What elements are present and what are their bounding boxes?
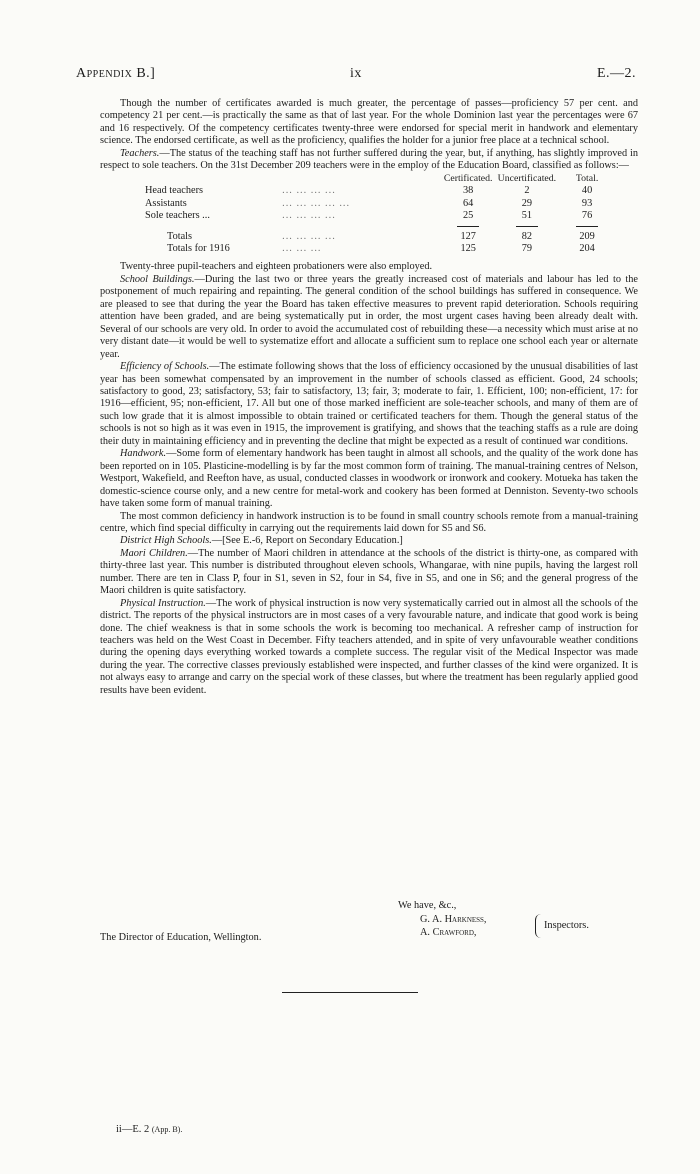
cell-uncertificated: 29 bbox=[521, 197, 533, 209]
table-row bbox=[145, 185, 615, 197]
leader-dots: ... ... ... ... bbox=[282, 210, 336, 222]
row-label: Totals for 1916 bbox=[167, 242, 230, 254]
header-page-number: ix bbox=[350, 66, 362, 81]
heading-teachers: Teachers. bbox=[120, 147, 160, 159]
text-teachers: —The status of the teaching staff has not further suffered during the year, but, if anything, has slightly improved in respect to sole teachers. On the 31st December 209 teachers were in the employ of the Education Board, classified as follows:— bbox=[100, 147, 638, 172]
col-uncertificated: Uncertificated. bbox=[497, 172, 557, 184]
cell-uncertificated: 2 bbox=[524, 185, 530, 197]
col-total: Total. bbox=[575, 172, 599, 184]
paragraph-certificates: Though the number of certificates awarded is much greater, the percentage of passes—proficiency 57 per cent. and competency 21 per cent.—is practically the same as that of last year. For the whole Dominion last year the percentages were 67 and 16 respectively. Of the competency certificates twenty-three were endorsed for special merit in handwork and elementary science. The endorsed certificate, as well as the proficiency, qualifies the holder for a junior free place at a technical school. bbox=[100, 98, 638, 147]
signatory-name: G. A. Harkness, bbox=[420, 914, 487, 925]
heading-district-high-schools: District High Schools. bbox=[120, 535, 212, 547]
cell-total: 40 bbox=[581, 185, 593, 197]
signature-block bbox=[0, 900, 700, 960]
col-certificated: Certificated. bbox=[443, 172, 493, 184]
text-efficiency: —The estimate following shows that the loss of efficiency occasioned by the unusual disabilities of last year has been somewhat compensated by an improvement in the number of schools classed as efficient. Good, 24 schools; satisfactory to good, 23; satisfactory, 53; fair to satisfactory, 13; fair, 3; moderate to fair, 1. Efficient, 100; non-efficient, 17: for 1916—efficient, 95; non-efficient, 17. All but one of those marked inefficient are sole-teacher schools, and many of them are of such low grade that it is almost impossible to obtain trained or certificated teachers for them. Though the general status of the schools is not so high as it was even in 1915, the improvement is gratifying, and shows that the teaching staffs as a rule are doing their duty in maintaining efficiency and in preventing the decline that might be expected as a result of continued war conditions. bbox=[100, 361, 638, 447]
signatory-name: A. Crawford, bbox=[420, 927, 477, 938]
table-totals-row bbox=[145, 231, 615, 243]
footer-signature-mark: ii—E. 2 bbox=[116, 1124, 150, 1135]
text-handwork: —Some form of elementary handwork has been taught in almost all schools, and the quality of the work done has been reported on in 105. Plasticine-modelling is by far the most common form of training. The manual-training centres of Nelson, Westport, Wakefield, and Reefton have, as usual, conducted classes in woodwork or ironwork and cookery. Motueka has taken the domestic-science course only, and a new centre for metal-work and cookery has been formed at Denniston. Seventy-two schools have taken some form of manual training. bbox=[100, 448, 638, 510]
report-body bbox=[100, 98, 638, 697]
brace-icon bbox=[535, 914, 542, 938]
cell-uncertificated: 82 bbox=[521, 230, 533, 242]
text-school-buildings: —During the last two or three years the greatly increased cost of materials and labour has led to the postponement of much repairing and repainting. The general condition of the school buildings has suffered in consequence. We are pleased to see that during the year the Board has taken effective measures to prevent rapid deterioration. Schools requiring attention have been graded, and are being systematically put in order, the most urgent cases having been already dealt with. Several of our schools are very old. In order to avoid the accumulated cost of rebuilding these—a necessity which must arise at no very distant date—it would be well to systematize effort and allocate a sufficient sum to replace one school each year or alternate year. bbox=[100, 273, 638, 360]
table-row bbox=[145, 210, 615, 222]
leader-dots: ... ... ... ... ... bbox=[282, 197, 351, 209]
cell-uncertificated: 79 bbox=[521, 242, 533, 254]
leader-dots: ... ... ... bbox=[282, 242, 322, 254]
heading-handwork: Handwork. bbox=[120, 448, 167, 460]
paragraph-teachers bbox=[100, 148, 638, 173]
paragraph-handwork-deficiency: The most common deficiency in handwork instruction is to be found in small country schools remote from a manual-training centre, which find special difficulty in carrying out the requirements laid down for S5 and S6. bbox=[100, 510, 638, 534]
cell-certificated: 38 bbox=[463, 185, 474, 197]
signature-closing: We have, &c., bbox=[398, 900, 457, 911]
paragraph-district-high-schools bbox=[100, 535, 638, 547]
paragraph-physical-instruction bbox=[100, 598, 638, 698]
heading-school-buildings: School Buildings. bbox=[120, 273, 195, 285]
sum-rule bbox=[516, 226, 538, 227]
cell-certificated: 127 bbox=[460, 230, 476, 242]
paragraph-school-buildings bbox=[100, 274, 638, 361]
header-appendix: Appendix B.] bbox=[76, 66, 156, 81]
paragraph-efficiency bbox=[100, 361, 638, 448]
heading-physical-instruction: Physical Instruction. bbox=[120, 597, 206, 609]
paragraph-maori-children bbox=[100, 548, 638, 598]
sum-rule bbox=[457, 226, 479, 227]
cell-total: 209 bbox=[579, 230, 595, 242]
sum-rule bbox=[576, 226, 598, 227]
heading-maori-children: Maori Children. bbox=[120, 547, 188, 559]
heading-efficiency: Efficiency of Schools. bbox=[120, 361, 210, 373]
page-footer bbox=[116, 1124, 182, 1135]
table-row bbox=[145, 198, 615, 210]
addressee: The Director of Education, Wellington. bbox=[100, 932, 262, 943]
table-sum-rule bbox=[145, 223, 615, 231]
teachers-table bbox=[145, 173, 615, 262]
leader-dots: ... ... ... ... bbox=[282, 185, 336, 197]
cell-total: 93 bbox=[581, 197, 593, 209]
header-document-code: E.—2. bbox=[596, 66, 636, 81]
leader-dots: ... ... ... ... bbox=[282, 230, 336, 242]
text-district-high-schools: —[See E.-6, Report on Secondary Education.] bbox=[211, 535, 403, 547]
cell-uncertificated: 51 bbox=[521, 210, 533, 222]
table-totals-1916-row bbox=[145, 243, 615, 255]
paragraph-handwork bbox=[100, 448, 638, 510]
cell-total: 204 bbox=[579, 242, 595, 254]
row-label: Sole teachers ... bbox=[145, 210, 210, 222]
cell-certificated: 25 bbox=[463, 210, 474, 222]
text-physical-instruction: —The work of physical instruction is now very systematically carried out in almost all the schools of the district. The reports of the physical instructors are in most cases of a very favourable nature, and indicate that good work is being done. The chief weakness is that in some schools the work is becoming too mechanical. A refresher camp of instruction for teachers was held on the West Coast in December. Fifty teachers attended, and in spite of very unfavourable weather conditions during the opening days everything worked towards a complete success. The regular visit of the Medical Inspector was made during the year. The corrective classes previously established were inspected, and further classes of the kind were organized. It is not always easy to arrange and carry on the special work of these classes, but where the treatment has been regularly applied good results have been evident. bbox=[100, 597, 639, 696]
row-label: Assistants bbox=[145, 197, 187, 209]
table-header-row bbox=[145, 173, 615, 185]
cell-certificated: 64 bbox=[463, 197, 474, 209]
row-label: Totals bbox=[167, 230, 193, 242]
footer-appendix-mark: (App. B). bbox=[151, 1125, 183, 1134]
cell-total: 76 bbox=[581, 210, 593, 222]
text-maori-children: —The number of Maori children in attendance at the schools of the district is thirty-one, as compared with thirty-three last year. This number is distributed throughout eleven schools, Whangarae, with nine pupils, having the largest roll number. There are ten in Class P, four in S1, seven in S2, four in S4, five in S5, and one in S6; and the general progress of the Maori children is quite satisfactory. bbox=[100, 547, 638, 597]
paragraph-pupil-teachers: Twenty-three pupil-teachers and eighteen probationers were also employed. bbox=[120, 261, 433, 273]
section-end-rule bbox=[282, 992, 418, 993]
signatory-role: Inspectors. bbox=[544, 920, 589, 931]
page-header bbox=[76, 66, 636, 86]
row-label: Head teachers bbox=[145, 185, 204, 197]
cell-certificated: 125 bbox=[460, 242, 476, 254]
